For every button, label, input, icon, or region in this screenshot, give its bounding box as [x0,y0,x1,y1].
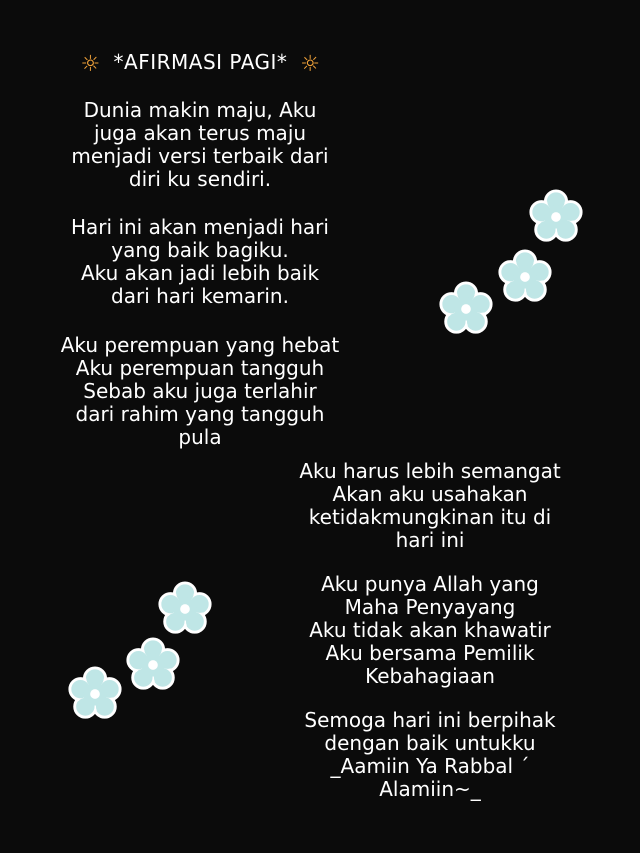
affirmation-paragraph-4: Aku harus lebih semangat Akan aku usahakan ketidakmungkinan itu di hari ini [299,459,561,552]
affirmation-paragraph-1: Dunia makin maju, Aku juga akan terus maju menjadi versi terbaik dari diri ku sendiri. [71,98,329,191]
flower-icon [124,636,182,694]
flower-icon [496,248,554,306]
title-text: *AFIRMASI PAGI* [113,50,288,74]
sun-icon: ☼ [80,52,101,77]
flower-icon [66,665,124,723]
page-title [58,50,343,77]
affirmation-paragraph-3: Aku perempuan yang hebat Aku perempuan tangguh Sebab aku juga terlahir dari rahim yang tangguh pula [60,333,340,449]
affirmation-paragraph-5: Aku punya Allah yang Maha Penyayang Aku tidak akan khawatir Aku bersama Pemilik Kebahagiaan [309,572,551,688]
flower-icon [437,280,495,338]
affirmation-paragraph-6: Semoga hari ini berpihak dengan baik untukku _Aamiin Ya Rabbal ´ Alamiin~_ [304,708,556,801]
flower-icon [527,188,585,246]
flower-icon [156,580,214,638]
sun-icon: ☼ [300,52,321,77]
affirmation-paragraph-2: Hari ini akan menjadi hari yang baik bagiku. Aku akan jadi lebih baik dari hari kemarin. [71,215,329,308]
